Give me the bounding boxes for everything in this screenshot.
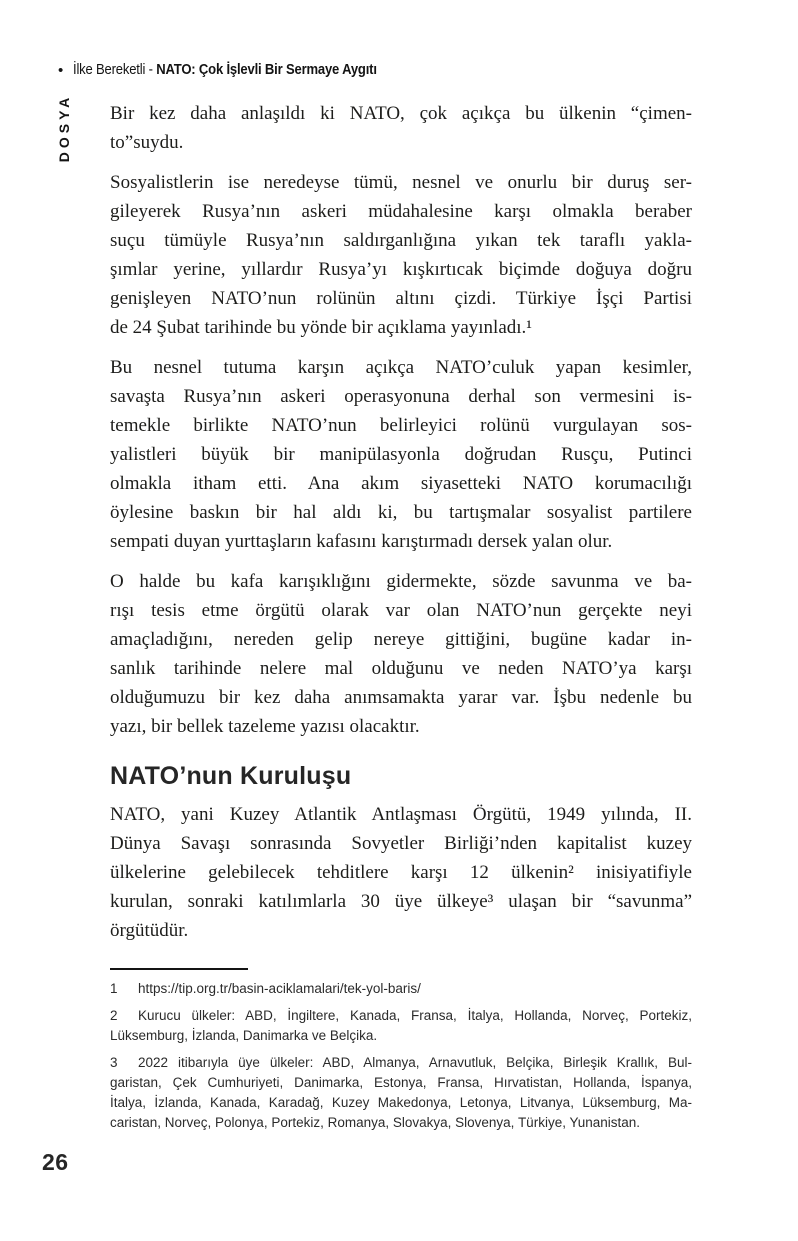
- footnote-text: Kurucu ülkeler: ABD, İngiltere, Kanada, Fransa, İtalya, Hollanda, Norveç, Portekiz,: [138, 1008, 692, 1023]
- footnote-line: garistan, Çek Cumhuriyeti, Danimarka, Estonya, Fransa, Hırvatistan, Hollanda, İspanya,: [110, 1075, 692, 1090]
- header-text: [73, 62, 377, 78]
- footnote-text: https://tip.org.tr/basin-aciklamalari/tek-yol-baris/: [138, 981, 421, 996]
- footnotes-section: [110, 968, 692, 1140]
- sidebar-label-dosya: DOSYA: [56, 93, 72, 163]
- running-header: [58, 62, 411, 78]
- footnote-line: [110, 979, 692, 999]
- body-line: genişleyen NATO’nun rolünün altını çizdi. Türkiye İşçi Partisi: [110, 288, 692, 309]
- footnote-line: [110, 1006, 692, 1026]
- paragraph: [110, 567, 692, 741]
- body-line: Bir kez daha anlaşıldı ki NATO, çok açıkça bu ülkenin “çimen-: [110, 103, 692, 124]
- body-line: yalistleri büyük bir manipülasyonla doğrudan Rusçu, Putinci: [110, 444, 692, 465]
- footnote-line: İtalya, İzlanda, Kanada, Karadağ, Kuzey Makedonya, Letonya, Litvanya, Lüksemburg, Ma-: [110, 1095, 692, 1110]
- paragraph: [110, 168, 692, 342]
- paragraph: [110, 800, 692, 945]
- body-line: Bu nesnel tutuma karşın açıkça NATO’culuk yapan kesimler,: [110, 357, 692, 378]
- body-line: de 24 Şubat tarihinde bu yönde bir açıklama yayınladı.¹: [110, 317, 532, 338]
- footnote-number: 2: [110, 1008, 118, 1023]
- body-line: kurulan, sonraki katılımlarla 30 üye ülkeye³ ulaşan bir “savunma”: [110, 891, 692, 912]
- footnote-number: 1: [110, 981, 118, 996]
- footnote: [110, 1006, 692, 1046]
- page-number: 26: [42, 1149, 69, 1175]
- body-line: temekle birlikte NATO’nun belirleyici rolünü vurgulayan sos-: [110, 415, 692, 436]
- footnote-text: 2022 itibarıyla üye ülkeler: ABD, Almanya, Arnavutluk, Belçika, Birleşik Krallık, Bul-: [138, 1055, 692, 1070]
- footnote-line: caristan, Norveç, Polonya, Portekiz, Romanya, Slovakya, Slovenya, Türkiye, Yunanistan.: [110, 1115, 641, 1130]
- body-line: ülkelerine gelebilecek tehditlere karşı 12 ülkenin² inisiyatifiyle: [110, 862, 692, 883]
- body-line: NATO, yani Kuzey Atlantik Antlaşması Örgütü, 1949 yılında, II.: [110, 804, 692, 825]
- body-line: yazı, bir bellek tazeleme yazısı olacaktır.: [110, 716, 420, 737]
- body-line: suçu tümüyle Rusya’nın saldırganlığına yıkan tek taraflı yakla-: [110, 230, 692, 251]
- body-line: O halde bu kafa karışıklığını gidermekte, sözde savunma ve ba-: [110, 571, 692, 592]
- paragraph: [110, 353, 692, 556]
- body-line: sanlık tarihinde nelere mal olduğunu ve neden NATO’ya karşı: [110, 658, 692, 679]
- section-heading: NATO’nun Kuruluşu: [110, 762, 352, 790]
- footnote-line: Lüksemburg, İzlanda, Danimarka ve Belçika.: [110, 1028, 378, 1043]
- header-author: İlke Bereketli -: [73, 62, 157, 78]
- body-line: gileyerek Rusya’nın askeri müdahalesine karşı olmakla beraber: [110, 201, 692, 222]
- bullet-icon: •: [58, 61, 64, 79]
- footnote: [110, 979, 692, 999]
- body-line: Dünya Savaşı sonrasında Sovyetler Birliği’nden kapitalist kuzey: [110, 833, 692, 854]
- body-line: amaçladığını, nereden gelip nereye gittiğini, bugüne kadar in-: [110, 629, 692, 650]
- footnote-number: 3: [110, 1055, 118, 1070]
- body-line: öylesine baskın bir hal aldı ki, bu tartışmalar sosyalist partilere: [110, 502, 692, 523]
- header-article-title: NATO: Çok İşlevli Bir Sermaye Aygıtı: [156, 62, 378, 78]
- paragraph: [110, 99, 692, 157]
- body-line: savaşta Rusya’nın askeri operasyonuna derhal son vermesini is-: [110, 386, 692, 407]
- body-line: olduğumuzu bir kez daha anımsamakta yarar var. İşbu nedenle bu: [110, 687, 692, 708]
- footnote-line: [110, 1053, 692, 1073]
- body-text: [110, 99, 692, 956]
- footnote-separator-rule: [110, 968, 248, 970]
- body-line: şımlar yerine, yıllardır Rusya’yı kışkırtıcak biçimde doğuya doğru: [110, 259, 692, 280]
- body-line: olmakla itham etti. Ana akım siyasetteki NATO korumacılığı: [110, 473, 692, 494]
- body-line: rışı tesis etme örgütü olarak var olan NATO’nun gerçekte neyi: [110, 600, 692, 621]
- footnote: [110, 1053, 692, 1133]
- body-line: örgütüdür.: [110, 920, 189, 941]
- body-line: to”suydu.: [110, 132, 184, 153]
- body-line: Sosyalistlerin ise neredeyse tümü, nesnel ve onurlu bir duruş ser-: [110, 172, 692, 193]
- body-line: sempati duyan yurttaşların kafasını karıştırmadı dersek yalan olur.: [110, 531, 613, 552]
